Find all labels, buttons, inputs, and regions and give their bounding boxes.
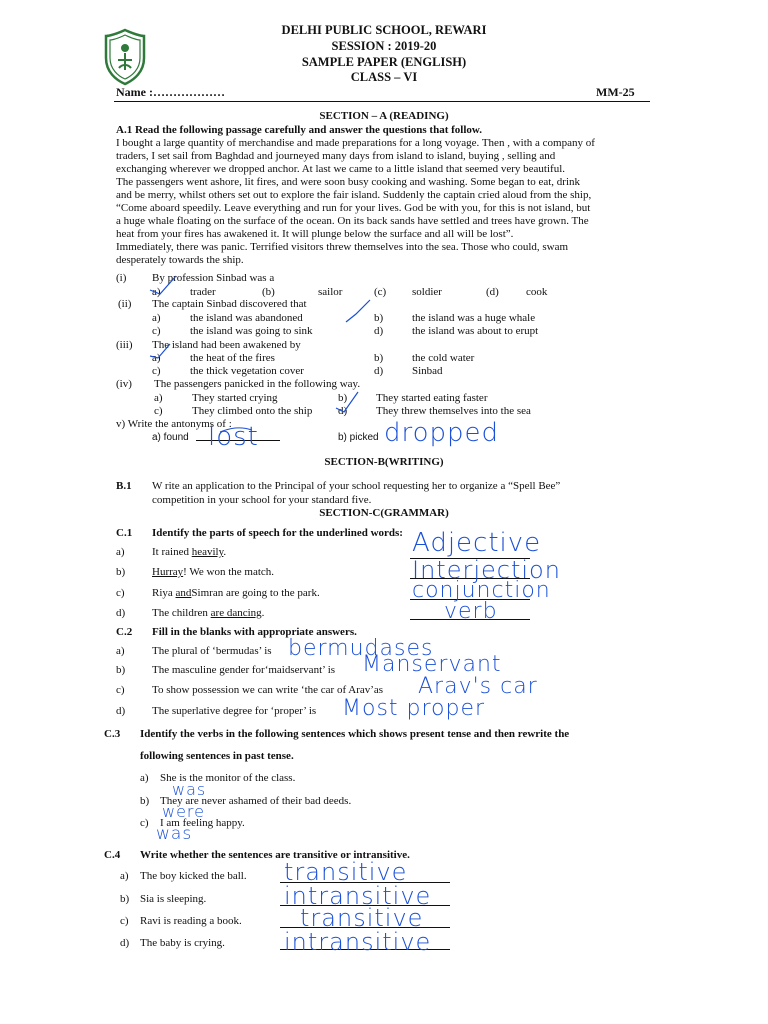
item-text: The superlative degree for ‘proper’ is: [152, 705, 317, 717]
handwritten-answer: Most proper: [342, 696, 486, 721]
handwritten-answer: verb: [444, 599, 498, 624]
item-label: c): [140, 817, 149, 829]
handwritten-answer: conjunction: [412, 578, 551, 603]
question-number: (iv): [116, 378, 132, 390]
question-text: Write whether the sentences are transitive or intransitive.: [140, 849, 410, 861]
question-number: (iii): [116, 339, 133, 351]
handwritten-answer: lost: [208, 422, 259, 452]
paper-title: SAMPLE PAPER (ENGLISH): [301, 55, 467, 69]
question-number: (ii): [118, 298, 132, 310]
handwritten-answer: intransitive: [284, 882, 432, 910]
question-number: C.4: [104, 849, 121, 861]
item-label: a): [116, 546, 125, 558]
question-text: Identify the verbs in the following sentences which shows present tense and then rewrite the: [140, 728, 570, 740]
item-text: The masculine gender for‘maidservant’ is: [152, 664, 336, 676]
handwritten-answer: bermudases: [288, 636, 434, 661]
question-text: The captain Sinbad discovered that: [152, 298, 307, 310]
item-label: d): [116, 705, 126, 717]
handwritten-answer: intransitive: [284, 928, 432, 956]
option-label: a): [152, 286, 161, 298]
option-label: (d): [486, 286, 499, 298]
session: SESSION : 2019-20: [331, 39, 437, 53]
handwritten-answer: was: [156, 824, 193, 844]
section-a-title: SECTION – A (READING): [319, 110, 449, 122]
passage-line: heat from your fires has awakened it. It will plunge below the surface and all will be lost”.: [116, 228, 514, 240]
option-text: the island was going to sink: [190, 325, 313, 337]
question-number: (i): [116, 272, 127, 284]
option-text: the island was a huge whale: [412, 312, 536, 324]
option-label: d): [374, 325, 384, 337]
item-text: The boy kicked the ball.: [140, 870, 247, 882]
question-text: v) Write the antonyms of :: [116, 418, 232, 430]
option-label: b): [374, 312, 384, 324]
option-label: b): [338, 392, 348, 404]
question-text: The island had been awakened by: [152, 339, 301, 351]
item-label: d): [120, 937, 130, 949]
option-label: d): [374, 365, 384, 377]
item-label: c): [116, 684, 125, 696]
question-text: By profession Sinbad was a: [152, 272, 275, 284]
name-field: Name :………………: [116, 85, 225, 99]
section-a-instruction: A.1 Read the following passage carefully and answer the questions that follow.: [116, 124, 482, 136]
handwritten-answer: transitive: [284, 858, 408, 886]
option-label: c): [152, 365, 161, 377]
item-text: It rained heavily.: [152, 546, 227, 558]
option-label: b) picked: [338, 432, 379, 443]
passage-line: traders, I set sail from Baghdad and journeyed many days from island to island, buying , selling and: [116, 150, 556, 162]
option-text: the island was abandoned: [190, 312, 303, 324]
option-label: a): [152, 312, 161, 324]
question-text: W rite an application to the Principal of your school requesting her to organize a “Spell Bee”: [152, 480, 561, 492]
option-label: c): [152, 325, 161, 337]
item-text: The plural of ‘bermudas’ is: [152, 645, 272, 657]
item-text: They are never ashamed of their bad deeds.: [160, 795, 352, 807]
option-text: soldier: [412, 286, 442, 298]
option-text: They started crying: [192, 392, 278, 404]
passage-line: exchanging wherever we dropped anchor. At last we came to a little island that seemed very beautiful.: [116, 163, 566, 175]
passage-line: a huge whale floating on the surface of the ocean. On its back sands have settled and trees have grown. The: [116, 215, 589, 227]
question-text: competition in your school for your standard five.: [152, 494, 372, 506]
item-text: To show possession we can write ‘the car of Arav’as: [152, 684, 384, 696]
passage-line: Immediately, there was panic. Terrified visitors threw themselves into the sea. Those who could, swam: [116, 241, 569, 253]
item-text: Hurray! We won the match.: [152, 566, 275, 578]
option-text: They climbed onto the ship: [192, 405, 313, 417]
item-text: Sia is sleeping.: [140, 893, 207, 905]
item-label: b): [116, 664, 126, 676]
option-text: the island was about to erupt: [412, 325, 539, 337]
item-label: c): [116, 587, 125, 599]
section-c-title: SECTION-C(GRAMMAR): [319, 507, 449, 519]
item-label: b): [140, 795, 150, 807]
item-label: c): [120, 915, 129, 927]
passage-line: desperately towards the ship.: [116, 254, 244, 266]
item-label: a): [116, 645, 125, 657]
handwritten-answer: Adjective: [412, 528, 542, 558]
class-label: CLASS – VI: [350, 70, 418, 84]
option-text: trader: [190, 286, 216, 298]
option-text: Sinbad: [412, 365, 443, 377]
handwritten-answer: were: [162, 802, 205, 821]
item-label: b): [120, 893, 130, 905]
item-text: She is the monitor of the class.: [160, 772, 296, 784]
handwritten-answer: Arav's car: [418, 674, 538, 699]
question-text: Fill in the blanks with appropriate answers.: [152, 626, 357, 638]
option-text: cook: [526, 286, 548, 298]
option-text: They threw themselves into the sea: [376, 405, 531, 417]
school-name: DELHI PUBLIC SCHOOL, REWARI: [281, 23, 487, 37]
option-label: a): [152, 352, 161, 364]
item-label: a): [120, 870, 129, 882]
item-text: The children are dancing.: [152, 607, 265, 619]
option-label: (b): [262, 286, 275, 298]
item-text: I am feeling happy.: [160, 817, 245, 829]
question-text: The passengers panicked in the following way.: [154, 378, 361, 390]
question-number: C.3: [104, 728, 121, 740]
handwritten-answer: Manservant: [362, 652, 502, 677]
handwritten-answer: transitive: [300, 904, 424, 932]
question-number: C.2: [116, 626, 133, 638]
question-number: C.1: [116, 527, 133, 539]
item-text: Riya andSimran are going to the park.: [152, 587, 320, 599]
passage-line: and be merry, whilst others set out to explore the fair island. Suddenly the captain cried aloud from the ship,: [116, 189, 592, 201]
option-label: (c): [374, 286, 387, 298]
option-label: a): [154, 392, 163, 404]
handwritten-answer: dropped: [384, 418, 500, 448]
option-label: d): [338, 405, 348, 417]
option-text: the cold water: [412, 352, 475, 364]
option-label: a) found: [152, 432, 189, 443]
question-number: B.1: [116, 480, 132, 492]
item-label: d): [116, 607, 126, 619]
passage-line: “Come aboard speedily. Leave everything and run for your lives. God be with you, for this is not island, but: [116, 202, 591, 214]
item-text: Ravi is reading a book.: [140, 915, 242, 927]
option-label: c): [154, 405, 163, 417]
max-marks: MM-25: [596, 85, 635, 99]
question-text: following sentences in past tense.: [140, 750, 294, 762]
passage-line: I bought a large quantity of merchandise and made preparations for a long voyage. Then , with a company of: [116, 137, 595, 149]
item-label: a): [140, 772, 149, 784]
handwritten-answer: Interjection: [412, 556, 561, 584]
option-text: They started eating faster: [376, 392, 488, 404]
item-label: b): [116, 566, 126, 578]
handwritten-answer: was: [172, 780, 207, 799]
option-text: sailor: [318, 286, 343, 298]
option-label: b): [374, 352, 384, 364]
item-text: The baby is crying.: [140, 937, 225, 949]
passage-line: The passengers went ashore, lit fires, and were soon busy cooking and washing. Some began to eat, drink: [116, 176, 581, 188]
option-text: the thick vegetation cover: [190, 365, 304, 377]
option-text: the heat of the fires: [190, 352, 275, 364]
question-text: Identify the parts of speech for the underlined words:: [152, 527, 403, 539]
section-b-title: SECTION-B(WRITING): [324, 456, 444, 468]
